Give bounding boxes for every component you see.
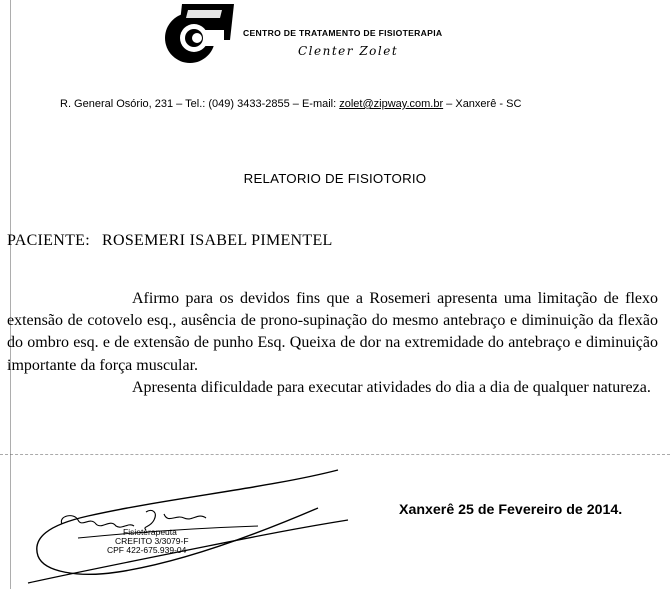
patient-name: ROSEMERI ISABEL PIMENTEL bbox=[102, 232, 333, 249]
signature-cpf: CPF 422-675.939-04 bbox=[107, 545, 187, 555]
report-paragraph-2: Apresenta dificuldade para executar atividades do dia a dia de qualquer natureza. bbox=[132, 378, 651, 396]
date-line: Xanxerê 25 de Fevereiro de 2014. bbox=[399, 502, 623, 518]
patient-line bbox=[7, 232, 333, 250]
report-title: RELATORIO DE FISIOTORIO bbox=[243, 171, 427, 186]
patient-label: PACIENTE: bbox=[7, 232, 91, 249]
scan-artifact-line bbox=[0, 454, 670, 455]
clinic-logo bbox=[160, 0, 238, 66]
institution-script-name: Clenter Zolet bbox=[298, 44, 399, 58]
address-city: – Xanxerê - SC bbox=[443, 98, 522, 110]
address-line bbox=[60, 98, 521, 110]
report-paragraph-1: Afirmo para os devidos fins que a Rosemeri apresenta uma limitação de flexo extensão de cotovelo esq., ausência de prono-supinação do mesmo antebraço e diminuição da flexão do ombro esq. e de extensão de punho Esq. Queixa de dor na extremidade do antebraço e diminuição importante da força muscular. bbox=[7, 290, 658, 374]
handwritten-signature-icon bbox=[18, 468, 358, 588]
report-body bbox=[7, 288, 658, 399]
address-text: R. General Osório, 231 – Tel.: (049) 3433-2855 – E-mail: bbox=[60, 98, 340, 110]
institution-name: CENTRO DE TRATAMENTO DE FISIOTERAPIA bbox=[243, 28, 443, 38]
email-link[interactable]: zolet@zipway.com.br bbox=[339, 98, 444, 110]
signature-crefito: CREFITO 3/3079-F bbox=[115, 536, 189, 546]
signature-role: Fisioterapeuta bbox=[123, 527, 177, 537]
